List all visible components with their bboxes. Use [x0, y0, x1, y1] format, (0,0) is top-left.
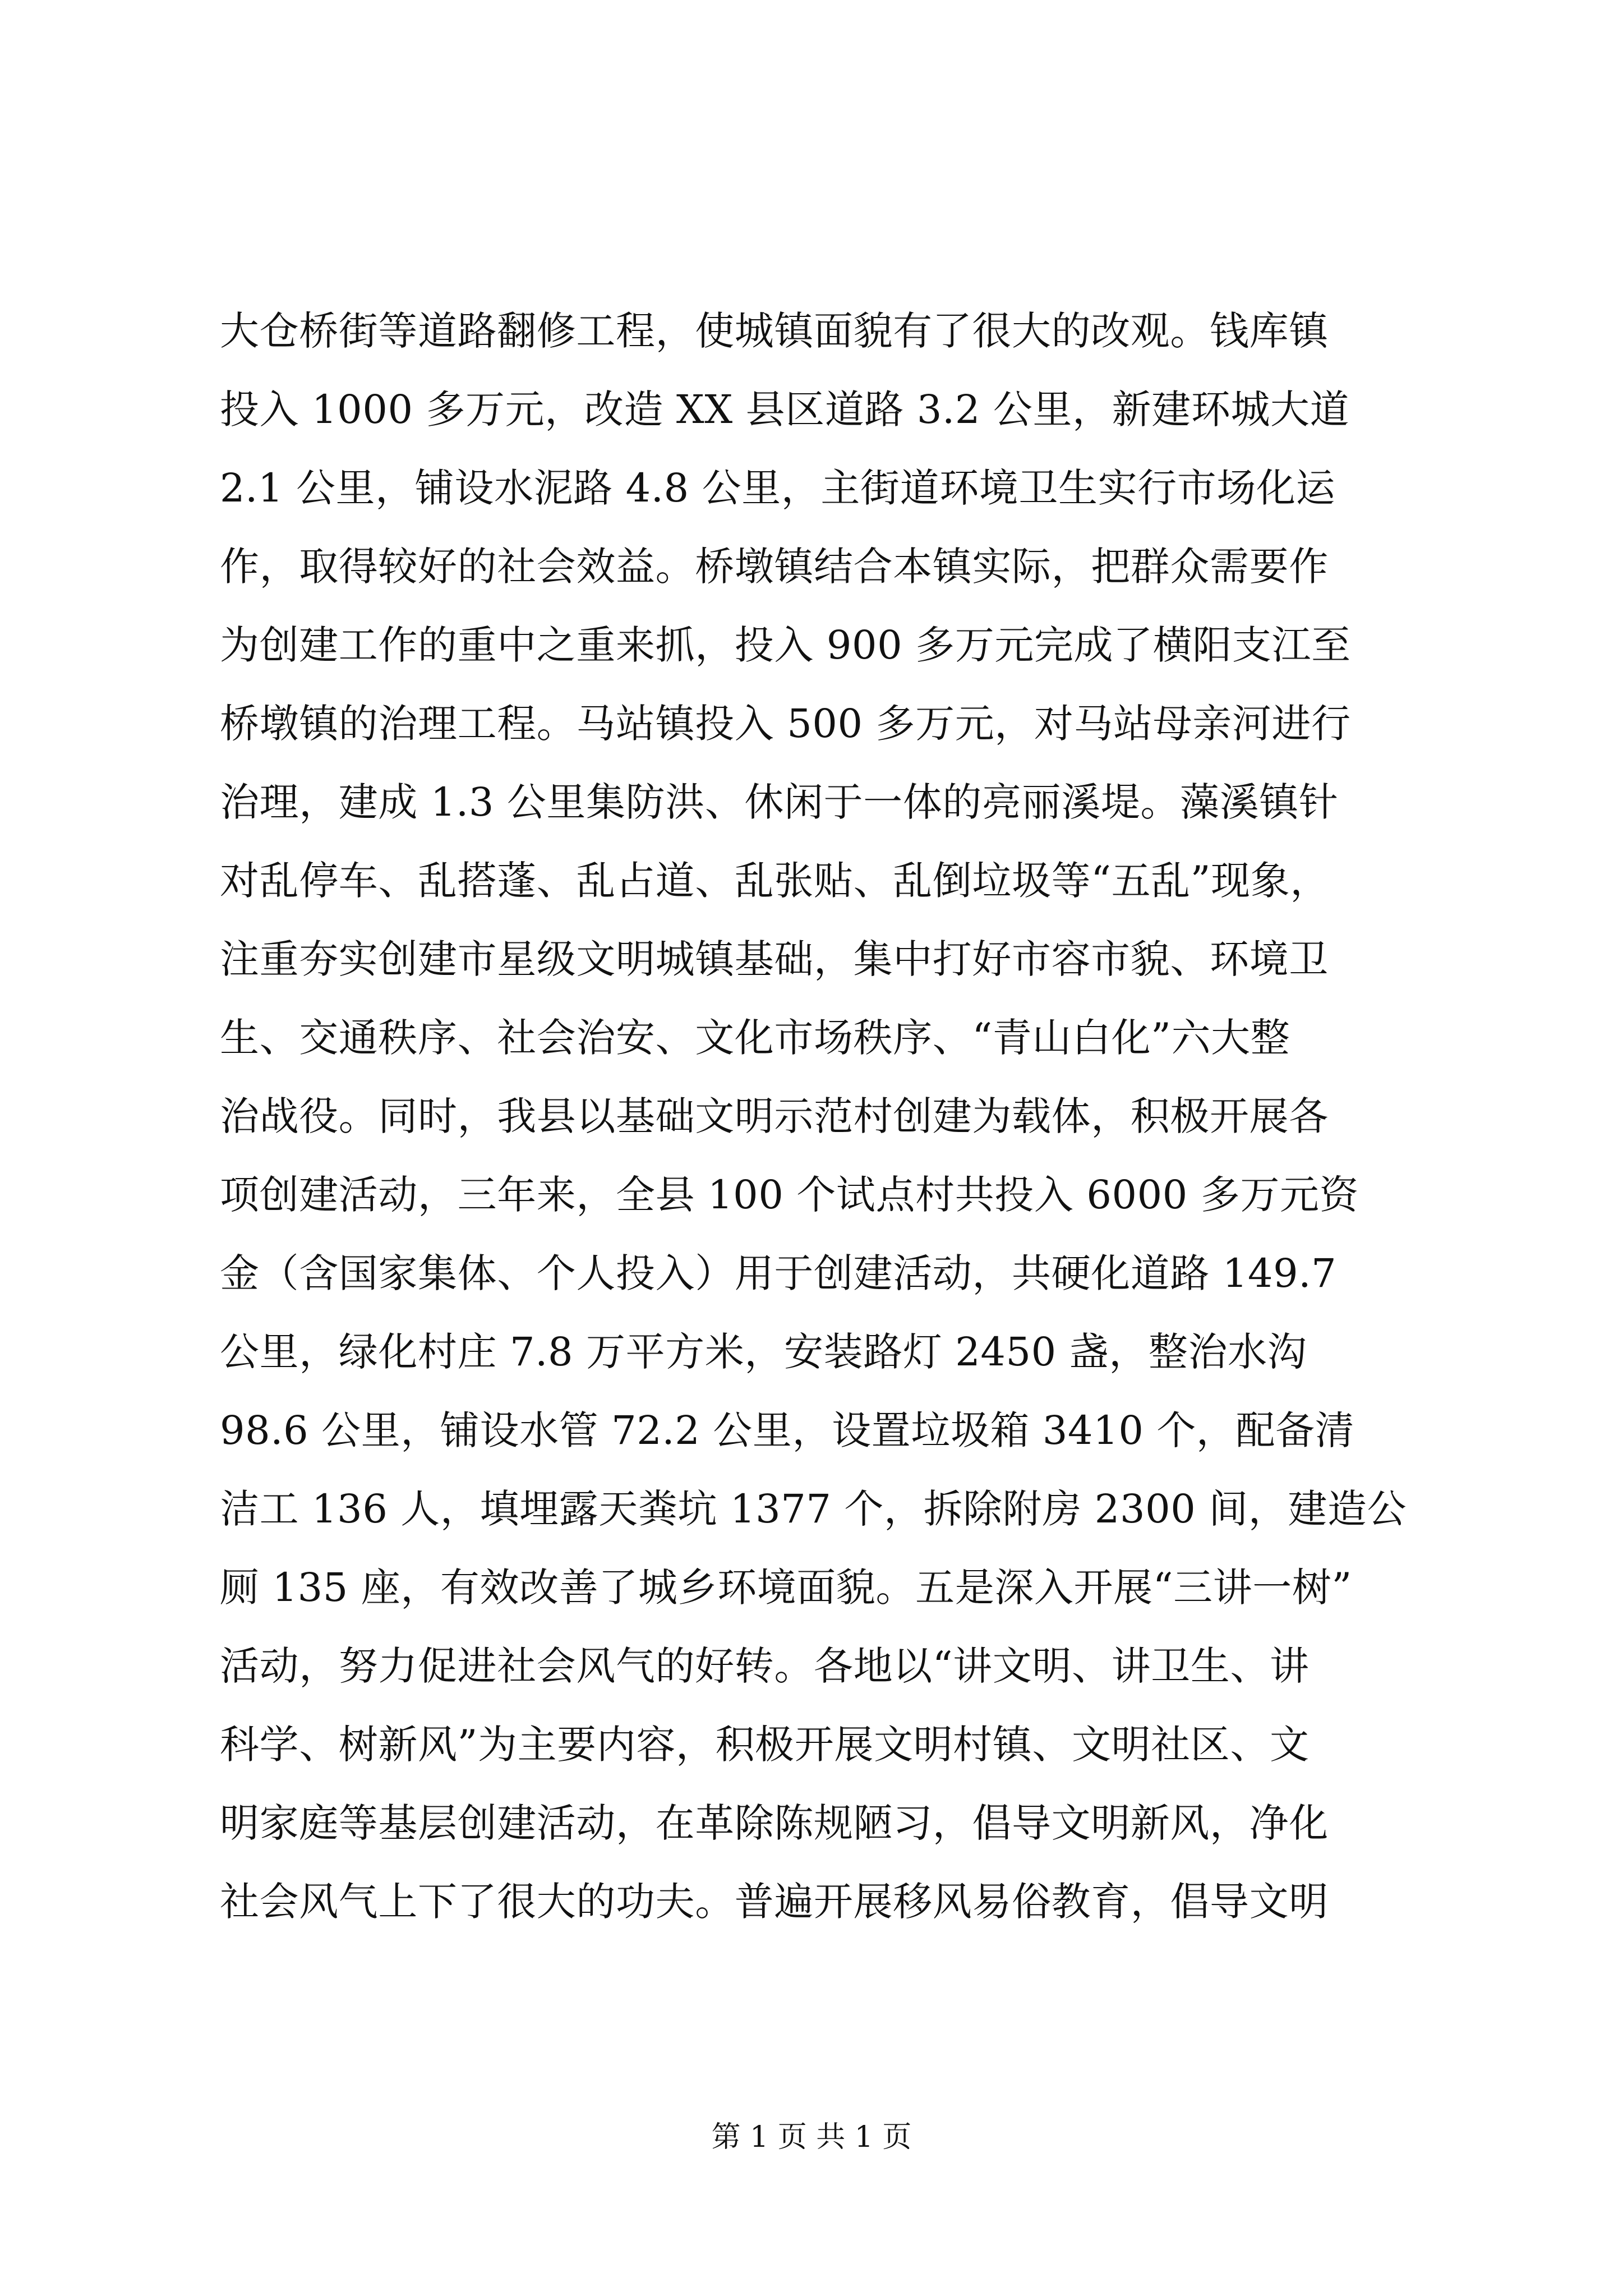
text-line: 科学、树新风”为主要内容，积极开展文明村镇、文明社区、文 — [220, 1722, 1310, 1768]
text-line: 厕 135 座，有效改善了城乡环境面貌。五是深入开展“三讲一树” — [220, 1565, 1352, 1611]
body-text — [220, 292, 1424, 1941]
text-line: 公里，绿化村庄 7.8 万平方米，安装路灯 2450 盏，整治水沟 — [220, 1329, 1307, 1375]
text-line: 洁工 136 人，填埋露天粪坑 1377 个，拆除附房 2300 间，建造公 — [220, 1486, 1407, 1532]
text-line: 2.1 公里，铺设水泥路 4.8 公里，主街道环境卫生实行市场化运 — [220, 465, 1336, 511]
text-line: 活动，努力促进社会风气的好转。各地以“讲文明、讲卫生、讲 — [220, 1643, 1310, 1689]
text-line: 对乱停车、乱搭蓬、乱占道、乱张贴、乱倒垃圾等“五乱”现象， — [220, 858, 1330, 904]
text-line: 项创建活动，三年来，全县 100 个试点村共投入 6000 多万元资 — [220, 1172, 1359, 1218]
text-line: 社会风气上下了很大的功夫。普遍开展移风易俗教育，倡导文明 — [220, 1879, 1329, 1925]
text-line: 桥墩镇的治理工程。马站镇投入 500 多万元，对马站母亲河进行 — [220, 701, 1351, 747]
text-line: 金（含国家集体、个人投入）用于创建活动，共硬化道路 149.7 — [220, 1250, 1337, 1296]
text-line: 治战役。同时，我县以基础文明示范村创建为载体，积极开展各 — [220, 1093, 1329, 1139]
text-line: 98.6 公里，铺设水管 72.2 公里，设置垃圾箱 3410 个，配备清 — [220, 1407, 1355, 1453]
text-line: 生、交通秩序、社会治安、文化市场秩序、“青山白化”六大整 — [220, 1015, 1290, 1061]
page-number-footer: 第 1 页 共 1 页 — [711, 2120, 912, 2154]
text-line: 投入 1000 多万元，改造 XX 县区道路 3.2 公里，新建环城大道 — [220, 386, 1350, 432]
text-line: 明家庭等基层创建活动，在革除陈规陋习，倡导文明新风，净化 — [220, 1800, 1329, 1846]
text-line: 为创建工作的重中之重来抓，投入 900 多万元完成了横阳支江至 — [220, 622, 1351, 668]
text-line: 作，取得较好的社会效益。桥墩镇结合本镇实际，把群众需要作 — [220, 544, 1329, 590]
text-line: 大仓桥街等道路翻修工程，使城镇面貌有了很大的改观。钱库镇 — [220, 308, 1329, 354]
text-line: 注重夯实创建市星级文明城镇基础，集中打好市容市貌、环境卫 — [220, 936, 1329, 982]
text-line: 治理，建成 1.3 公里集防洪、休闲于一体的亮丽溪堤。藻溪镇针 — [220, 779, 1339, 825]
